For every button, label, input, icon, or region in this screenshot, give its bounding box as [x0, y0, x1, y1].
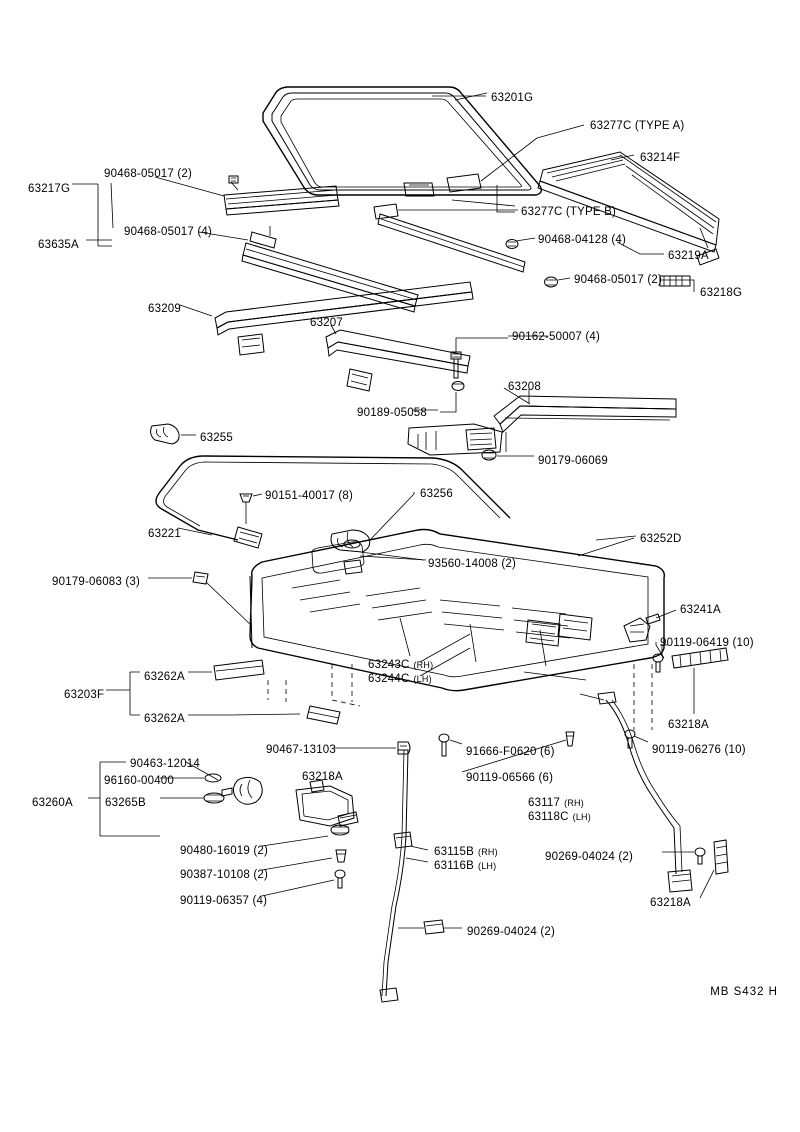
part-label-90269-04024-2a: 90269-04024 (2) — [545, 851, 634, 863]
part-label-63260a: 63260A — [32, 797, 73, 809]
diagram-footer: MB S432 H — [710, 986, 778, 998]
part-label-63219a: 63219A — [668, 250, 709, 262]
part-label-63118c-lh-suffix: (LH) — [572, 812, 591, 822]
part-label-90468-05017-2a: 90468-05017 (2) — [104, 168, 193, 180]
part-label-63243c-rh-suffix: (RH) — [413, 660, 434, 670]
clip-90119-06566 — [566, 732, 574, 746]
part-label-90179-06083-3: 90179-06083 (3) — [52, 576, 141, 588]
part-63208-drive-rail — [408, 396, 676, 455]
part-label-63201g: 63201G — [491, 92, 534, 104]
screw-90189-05058 — [452, 382, 464, 391]
part-label-90468-04128-4: 90468-04128 (4) — [538, 234, 627, 246]
screw-90162-50007 — [451, 352, 461, 378]
part-label-63277c-type-b: 63277C (TYPE B) — [521, 206, 617, 218]
part-label-63115b-rh — [434, 846, 498, 858]
part-label-63255: 63255 — [200, 432, 233, 444]
part-63241a-bracket — [624, 614, 660, 642]
part-63277c-type-a — [404, 174, 481, 196]
part-label-96160-00400: 96160-00400 — [104, 775, 174, 787]
part-label-90468-05017-4: 90468-05017 (4) — [124, 226, 213, 238]
part-label-63116b-lh — [434, 860, 496, 872]
part-63265b-knob — [222, 777, 262, 804]
bolt-91666-f0620 — [439, 734, 449, 756]
part-label-63117-rh-code: 63117 — [528, 797, 561, 809]
screw-90468-04128 — [506, 240, 518, 249]
fastener-90387-10108 — [336, 850, 346, 862]
part-63115b-drain-tube — [380, 750, 412, 1002]
part-label-90468-05017-2b: 90468-05017 (2) — [574, 274, 663, 286]
part-label-63262a-bottom: 63262A — [144, 713, 185, 725]
part-label-63252d: 63252D — [640, 533, 682, 545]
nut-90179-06083 — [193, 572, 208, 584]
part-label-90119-06357-4: 90119-06357 (4) — [180, 895, 268, 907]
part-label-63207: 63207 — [310, 317, 343, 329]
part-label-63218a-mid: 63218A — [302, 771, 343, 783]
part-label-63115b-rh-suffix: (RH) — [478, 847, 498, 857]
part-label-90119-06419-10: 90119-06419 (10) — [660, 637, 754, 649]
part-63209-rail — [215, 282, 473, 355]
washer-90463-12014 — [204, 793, 224, 803]
clip-90269-04024-right — [695, 848, 705, 864]
part-label-90151-40017-8: 90151-40017 (8) — [265, 490, 354, 502]
part-63635a-rail — [242, 232, 418, 312]
part-label-63218a-right: 63218A — [668, 719, 709, 731]
part-label-90463-12014: 90463-12014 — [130, 758, 200, 770]
part-63207-rail — [326, 330, 470, 391]
part-label-63116b-lh-suffix: (LH) — [478, 861, 497, 871]
part-label-63218a-lower: 63218A — [650, 897, 691, 909]
part-label-63265b: 63265B — [105, 797, 146, 809]
part-label-63256: 63256 — [420, 488, 453, 500]
part-label-63244c-lh — [368, 673, 432, 685]
part-63218g-hose — [660, 276, 690, 286]
part-label-90189-05058: 90189-05058 — [357, 407, 427, 419]
part-label-63217g: 63217G — [28, 183, 71, 195]
clip-90151-40017 — [240, 494, 252, 502]
part-label-63244c-lh-suffix: (LH) — [413, 674, 432, 684]
part-label-63208: 63208 — [508, 381, 541, 393]
part-label-90387-10108-2: 90387-10108 (2) — [180, 869, 269, 881]
part-label-63117-rh — [528, 797, 584, 809]
screw-90468-05017-2a — [229, 176, 238, 183]
clip-90269-04024 — [424, 920, 444, 934]
part-label-63262a-top: 63262A — [144, 671, 185, 683]
part-label-63118c-lh-code: 63118C — [528, 811, 569, 823]
part-63277c-type-b — [374, 204, 525, 272]
part-label-93560-14008-2: 93560-14008 (2) — [428, 558, 517, 570]
fastener-90119-06357 — [335, 870, 345, 888]
part-label-90119-06276-10: 90119-06276 (10) — [652, 744, 746, 756]
part-label-63277c-type-a: 63277C (TYPE A) — [590, 120, 685, 132]
part-label-63116b-lh-code: 63116B — [434, 860, 474, 872]
part-63262a-top — [214, 660, 264, 680]
part-label-63115b-rh-code: 63115B — [434, 846, 474, 858]
part-label-63209: 63209 — [148, 303, 181, 315]
part-label-90467-13103: 90467-13103 — [266, 744, 336, 756]
part-label-63203f: 63203F — [64, 689, 105, 701]
part-63262a-bottom — [307, 706, 340, 724]
part-label-63243c-rh-code: 63243C — [368, 659, 410, 671]
part-63218a-motor — [296, 780, 358, 826]
washer-96160-00400 — [205, 774, 221, 782]
part-label-63214f: 63214F — [640, 152, 681, 164]
part-label-91666-f0620-6: 91666-F0620 (6) — [466, 746, 555, 758]
part-label-90179-06069: 90179-06069 — [538, 455, 608, 467]
part-label-63241a: 63241A — [680, 604, 721, 616]
part-label-90480-16019-2: 90480-16019 (2) — [180, 845, 269, 857]
part-63218a-right-hose — [672, 648, 728, 668]
part-label-90119-06566-6: 90119-06566 (6) — [466, 772, 554, 784]
part-63255-clip — [151, 424, 180, 444]
nut-90179-06069 — [482, 450, 496, 460]
part-label-63635a: 63635A — [38, 239, 79, 251]
part-label-63118c-lh — [528, 811, 591, 823]
part-label-90162-50007-4: 90162-50007 (4) — [512, 331, 601, 343]
screw-90468-05017-2b — [545, 277, 558, 287]
part-label-63243c-rh — [368, 659, 433, 671]
part-label-90269-04024-2b: 90269-04024 (2) — [467, 926, 556, 938]
part-label-63218g: 63218G — [700, 287, 743, 299]
part-label-63117-rh-suffix: (RH) — [564, 798, 584, 808]
part-label-63244c-lh-code: 63244C — [368, 673, 410, 685]
part-label-63221: 63221 — [148, 528, 181, 540]
